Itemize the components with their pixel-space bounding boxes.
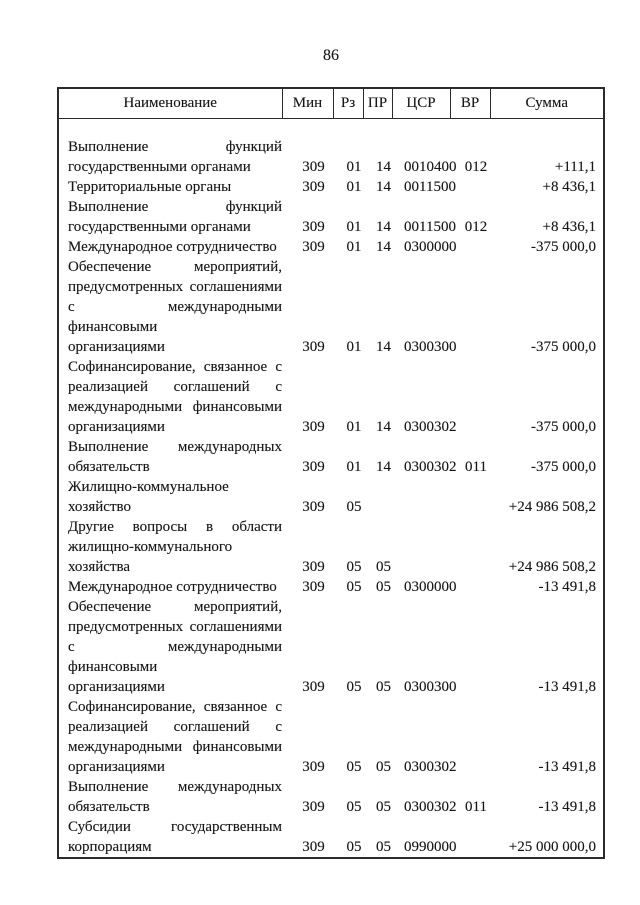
cell-sum: +8 436,1	[542, 179, 596, 195]
cell-name	[58, 197, 282, 237]
cell-csr: 0011500	[404, 179, 456, 195]
name-line: Софинансирование, связанное с	[68, 359, 282, 375]
cell-vr: 012	[464, 219, 488, 235]
table-row	[58, 597, 604, 697]
cell-sum: -375 000,0	[531, 239, 596, 255]
cell-vr: 011	[465, 799, 487, 815]
cell-pr: 14	[376, 239, 391, 255]
cell-vr	[450, 177, 490, 197]
name-line: Другие вопросы в области	[68, 519, 282, 535]
name-line: с международными финансовыми	[68, 299, 282, 335]
cell-sum: -13 491,8	[538, 799, 596, 815]
cell-sum: -375 000,0	[531, 419, 596, 435]
cell-csr: 0990000	[404, 839, 457, 855]
cell-csr: 0300302	[404, 459, 457, 475]
cell-name	[58, 477, 282, 517]
cell-pr: 14	[376, 339, 391, 355]
cell-pr: 14	[376, 179, 391, 195]
name-line: организациями	[68, 339, 165, 355]
cell-rz: 01	[346, 419, 362, 435]
cell-sum: -13 491,8	[538, 759, 596, 775]
cell-sum: -375 000,0	[531, 459, 596, 475]
cell-min: 309	[302, 159, 325, 175]
cell-sum: +111,1	[554, 159, 596, 175]
table-row	[58, 237, 604, 257]
cell-rz: 01	[346, 219, 362, 235]
cell-min: 309	[302, 239, 325, 255]
table-row	[58, 119, 604, 178]
cell-pr: 05	[376, 579, 391, 595]
name-line: организациями	[68, 679, 165, 695]
column-header-vr: ВР	[450, 88, 490, 119]
name-line: организациями	[68, 759, 165, 775]
cell-name	[58, 119, 282, 178]
name-line: жилищно-коммунального	[68, 539, 233, 555]
cell-min: 309	[302, 759, 325, 775]
cell-rz: 01	[346, 459, 362, 475]
cell-sum: +24 986 508,2	[508, 559, 596, 575]
cell-pr: 14	[376, 219, 391, 235]
budget-table	[57, 87, 605, 859]
name-line: с международными финансовыми	[68, 639, 282, 675]
name-line: корпорациям	[68, 839, 152, 855]
cell-sum: +24 986 508,2	[508, 499, 596, 515]
name-line: международными финансовыми	[68, 739, 282, 755]
cell-pr	[363, 477, 392, 517]
cell-min: 309	[302, 679, 325, 695]
cell-csr: 0300000	[404, 239, 457, 255]
cell-sum: -13 491,8	[538, 579, 596, 595]
cell-rz: 01	[346, 159, 362, 175]
cell-min: 309	[302, 499, 325, 515]
cell-name	[58, 817, 282, 858]
name-line: организациями	[68, 419, 165, 435]
cell-min: 309	[302, 579, 325, 595]
cell-name	[58, 597, 282, 697]
cell-name	[58, 777, 282, 817]
name-line: Субсидии государственным	[68, 819, 282, 835]
cell-csr: 0300000	[404, 579, 457, 595]
cell-rz: 05	[346, 799, 362, 815]
name-line: Выполнение международных	[68, 439, 282, 455]
cell-csr: 0300300	[404, 339, 457, 355]
cell-csr: 0300302	[404, 419, 457, 435]
cell-min: 309	[302, 839, 325, 855]
table-row	[58, 777, 604, 817]
cell-csr: 0010400	[404, 159, 457, 175]
name-line: государственными органами	[68, 159, 251, 175]
cell-name	[58, 577, 282, 597]
name-line: Выполнение функций	[68, 199, 282, 215]
cell-vr	[450, 477, 490, 517]
cell-min: 309	[302, 419, 325, 435]
name-line: реализацией соглашений с	[68, 379, 282, 395]
cell-name	[58, 517, 282, 577]
name-line: обязательств	[68, 799, 150, 815]
name-line: международными финансовыми	[68, 399, 282, 415]
cell-rz: 01	[346, 339, 362, 355]
cell-vr: 012	[464, 159, 488, 175]
cell-name	[58, 257, 282, 357]
cell-vr: 011	[465, 459, 487, 475]
page-number: 86	[323, 47, 339, 64]
table-row	[58, 817, 604, 858]
column-header-min: Мин	[282, 88, 333, 119]
cell-rz: 05	[346, 579, 362, 595]
table-row	[58, 477, 604, 517]
cell-pr: 05	[376, 759, 391, 775]
name-line: предусмотренных соглашениями	[68, 619, 282, 635]
cell-name	[58, 357, 282, 437]
cell-csr: 0300300	[404, 679, 457, 695]
column-header-name: Наименование	[58, 88, 282, 119]
cell-sum: -375 000,0	[531, 339, 596, 355]
cell-pr: 05	[376, 799, 391, 815]
column-header-csr: ЦСР	[392, 88, 450, 119]
column-header-pr: ПР	[363, 88, 392, 119]
name-line: Выполнение функций	[68, 139, 282, 155]
cell-csr: 0011500	[404, 219, 456, 235]
cell-rz: 05	[346, 839, 362, 855]
table-row	[58, 697, 604, 777]
name-line: Международное сотрудничество	[68, 579, 277, 595]
table-row	[58, 357, 604, 437]
cell-pr: 14	[376, 459, 391, 475]
cell-name	[58, 697, 282, 777]
name-line: предусмотренных соглашениями	[68, 279, 282, 295]
cell-csr: 0300302	[404, 759, 457, 775]
name-line: Софинансирование, связанное с	[68, 699, 282, 715]
name-line: Международное сотрудничество	[68, 239, 277, 255]
table-row	[58, 437, 604, 477]
cell-pr: 05	[376, 679, 391, 695]
cell-min: 309	[302, 179, 325, 195]
cell-sum: +8 436,1	[542, 219, 596, 235]
cell-pr: 05	[376, 839, 391, 855]
name-line: хозяйства	[68, 559, 131, 575]
name-line: Жилищно-коммунальное	[68, 479, 229, 495]
name-line: Выполнение международных	[68, 779, 282, 795]
cell-rz: 05	[346, 499, 362, 515]
cell-sum: -13 491,8	[538, 679, 596, 695]
table-row	[58, 577, 604, 597]
cell-csr	[392, 477, 450, 517]
cell-min: 309	[302, 559, 325, 575]
table-row	[58, 517, 604, 577]
column-header-sum: Сумма	[490, 88, 604, 119]
table-row	[58, 197, 604, 237]
name-line: реализацией соглашений с	[68, 719, 282, 735]
name-line: Обеспечение мероприятий,	[68, 259, 282, 275]
cell-name	[58, 237, 282, 257]
cell-pr: 14	[376, 159, 391, 175]
table-body	[58, 119, 604, 859]
cell-pr: 05	[376, 559, 391, 575]
name-line: хозяйство	[68, 499, 131, 515]
cell-vr	[450, 517, 490, 577]
cell-min: 309	[302, 219, 325, 235]
cell-sum: +25 000 000,0	[508, 839, 596, 855]
cell-min: 309	[302, 339, 325, 355]
cell-min: 309	[302, 799, 325, 815]
name-line: обязательств	[68, 459, 150, 475]
table-row	[58, 257, 604, 357]
cell-name	[58, 437, 282, 477]
cell-rz: 05	[346, 759, 362, 775]
cell-rz: 05	[346, 679, 362, 695]
cell-rz: 01	[346, 179, 362, 195]
cell-name	[58, 177, 282, 197]
table-row	[58, 177, 604, 197]
name-line: государственными органами	[68, 219, 251, 235]
header-row	[58, 88, 604, 119]
cell-rz: 05	[346, 559, 362, 575]
cell-csr	[392, 517, 450, 577]
name-line: Обеспечение мероприятий,	[68, 599, 282, 615]
cell-csr: 0300302	[404, 799, 457, 815]
table-header	[58, 88, 604, 119]
column-header-rz: Рз	[333, 88, 363, 119]
name-line: Территориальные органы	[68, 179, 232, 195]
cell-min: 309	[302, 459, 325, 475]
cell-rz: 01	[346, 239, 362, 255]
cell-pr: 14	[376, 419, 391, 435]
